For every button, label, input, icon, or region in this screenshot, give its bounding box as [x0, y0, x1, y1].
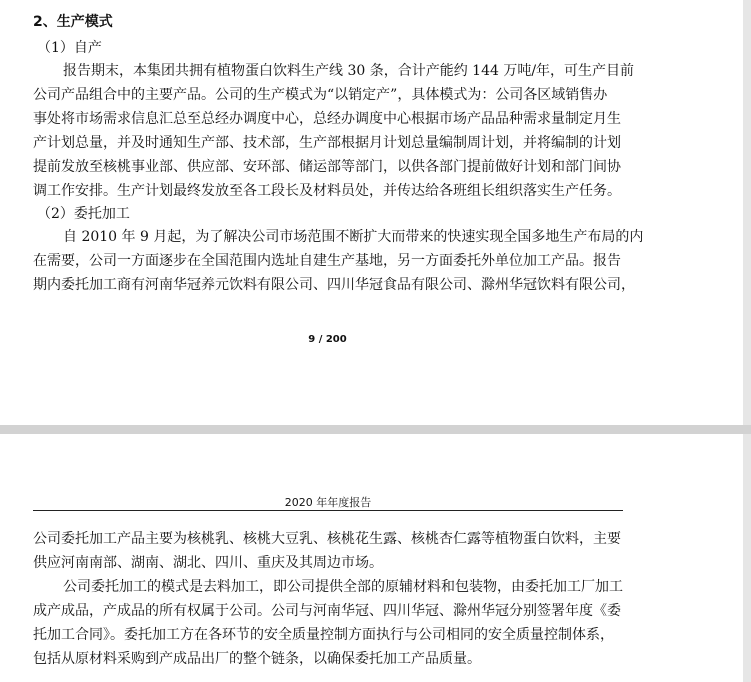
paragraph-line: 公司委托加工的模式是去料加工，即公司提供全部的原辅材料和包装物，由委托加工厂加工	[63, 579, 623, 595]
paragraph-line: 供应河南南部、湖南、湖北、四川、重庆及其周边市场。	[33, 555, 383, 571]
paragraph-line: 在需要，公司一方面逐步在全国范围内选址自建生产基地，另一方面委托外单位加工产品。报告	[33, 253, 621, 269]
paragraph-line: 提前发放至核桃事业部、供应部、安环部、储运部等部门，以供各部门提前做好计划和部门间协	[33, 159, 621, 175]
paragraph-line: 包括从原材料采购到产成品出厂的整个链条，以确保委托加工产品质量。	[33, 651, 481, 667]
section-heading: 2、生产模式	[33, 14, 113, 30]
paragraph-line: 产计划总量，并及时通知生产部、技术部，生产部根据月计划总量编制周计划，并将编制的计划	[33, 135, 621, 151]
page-number: 9 / 200	[308, 334, 347, 345]
page-gutter	[743, 434, 751, 682]
report-header-title: 2020 年年度报告	[284, 496, 372, 509]
paragraph-line: 事处将市场需求信息汇总至总经办调度中心，总经办调度中心根据市场产品品种需求量制定月生	[33, 111, 621, 127]
paragraph-line: 期内委托加工商有河南华冠养元饮料有限公司、四川华冠食品有限公司、滁州华冠饮料有限公司，	[33, 277, 635, 293]
paragraph-line: 自 2010 年 9 月起，为了解决公司市场范围不断扩大而带来的快速实现全国多地生产布局的内	[63, 229, 644, 245]
paragraph-line: 调工作安排。生产计划最终发放至各工段长及材料员处，并传达给各班组长组织落实生产任务。	[33, 183, 621, 199]
paragraph-line: 报告期末，本集团共拥有植物蛋白饮料生产线 30 条，合计产能约 144 万吨/年，可生产目前	[63, 63, 635, 79]
subsection-title-contract-processing: （2）委托加工	[37, 206, 130, 222]
paragraph-line: 托加工合同》。委托加工方在各环节的安全质量控制方面执行与公司相同的安全质量控制体系，	[33, 627, 614, 643]
header-divider	[33, 510, 623, 511]
page-gutter	[743, 0, 751, 425]
subsection-title-self-production: （1）自产	[37, 40, 102, 56]
paragraph-line: 公司委托加工产品主要为核桃乳、核桃大豆乳、核桃花生露、核桃杏仁露等植物蛋白饮料，主要	[33, 531, 621, 547]
paragraph-line: 公司产品组合中的主要产品。公司的生产模式为“以销定产”，具体模式为：公司各区域销售办	[33, 87, 608, 103]
paragraph-line: 成产成品，产成品的所有权属于公司。公司与河南华冠、四川华冠、滁州华冠分别签署年度《委	[33, 603, 621, 619]
